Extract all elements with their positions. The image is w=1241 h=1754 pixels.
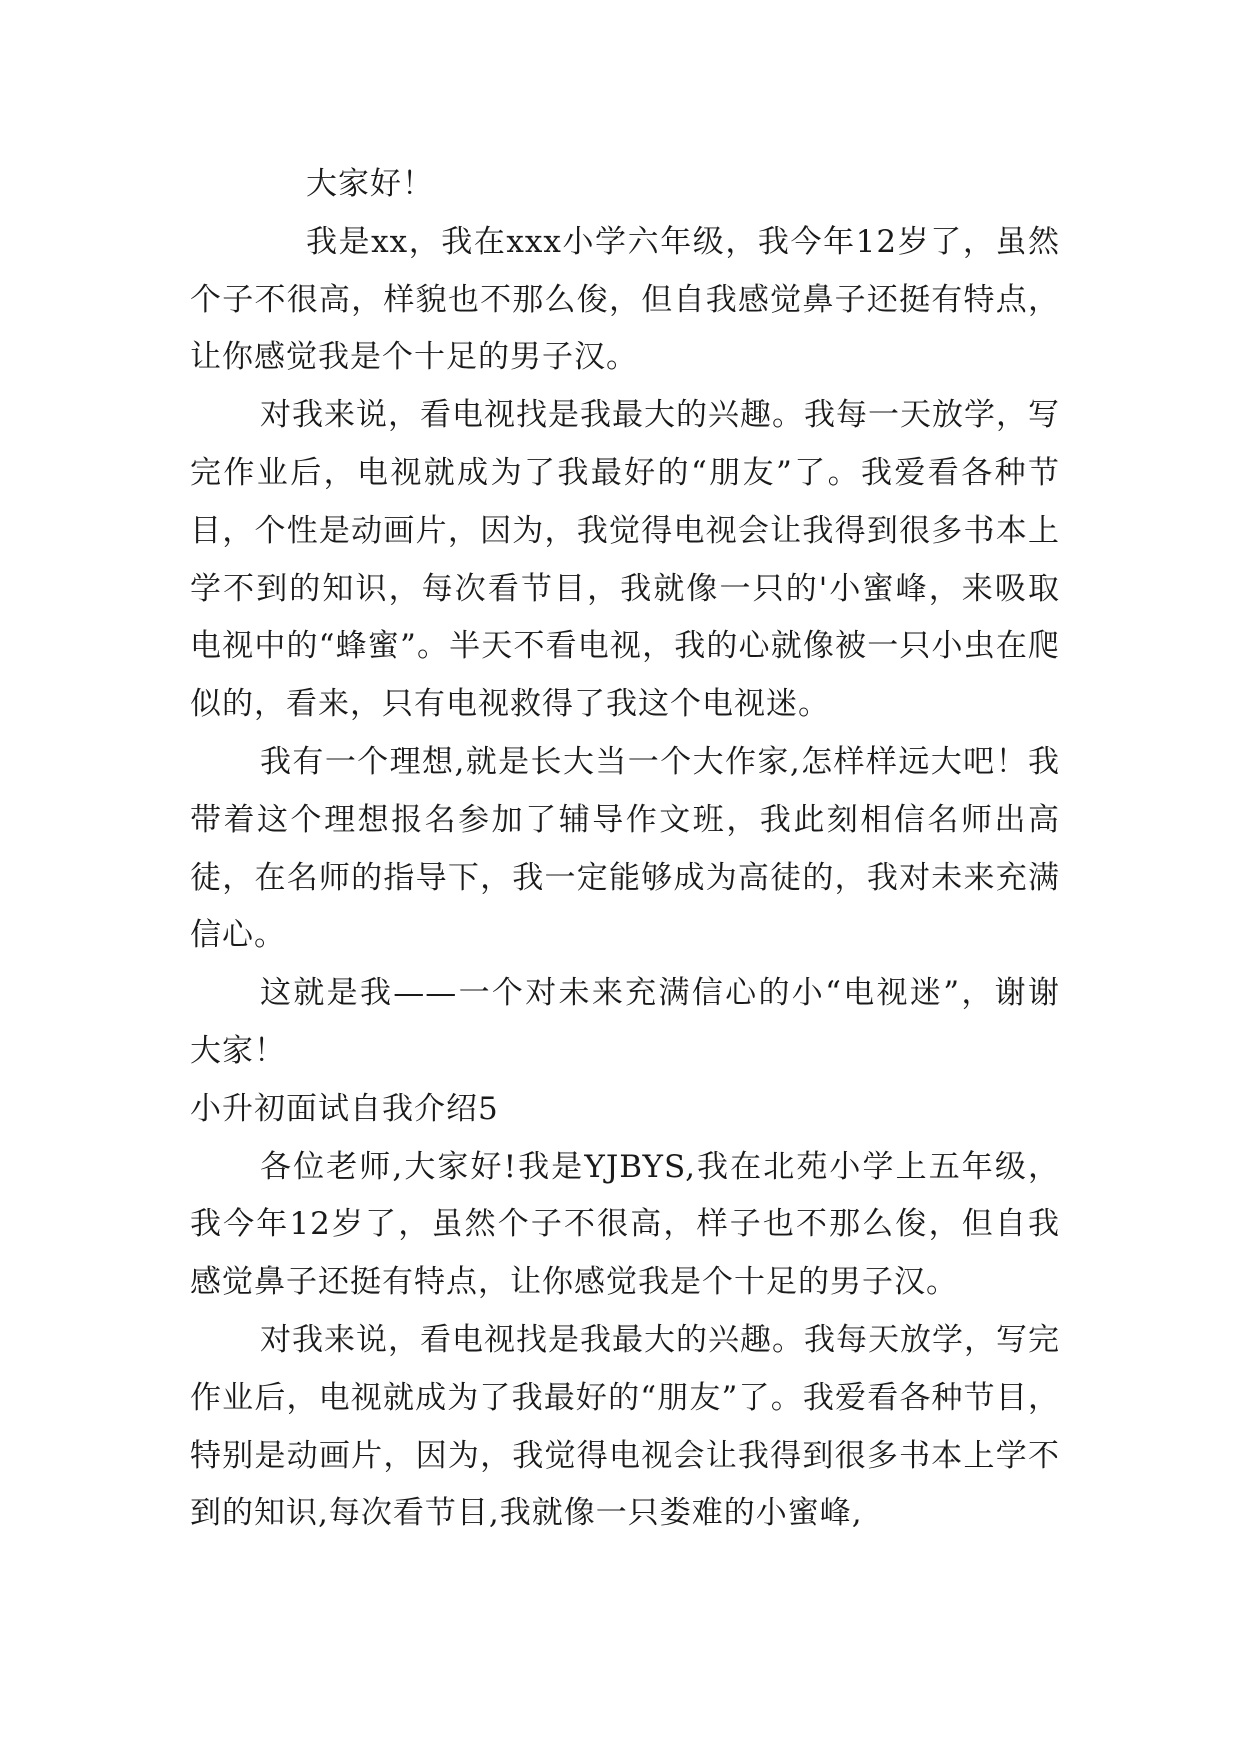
paragraph-closing: 这就是我——一个对未来充满信心的小“电视迷”，谢谢大家！ — [190, 975, 1060, 1069]
paragraph-tv-interest-2: 对我来说，看电视找是我最大的兴趣。我每天放学，写完作业后，电视就成为了我最好的“朋友”了。我爱看各种节目，特别是动画片，因为，我觉得电视会让我得到很多书本上学不到的知识,每次看节目,我就像一只娄难的小蜜峰, — [190, 1321, 1060, 1532]
paragraph-greeting: 大家好！ — [306, 166, 434, 202]
paragraph-dream: 我有一个理想,就是长大当一个大作家,怎样样远大吧！我带着这个理想报名参加了辅导作文班，我此刻相信名师出高徒，在名师的指导下，我一定能够成为高徒的，我对未来充满信心。 — [190, 743, 1060, 954]
paragraph-tv-interest: 对我来说，看电视找是我最大的兴趣。我每一天放学，写完作业后，电视就成为了我最好的“朋友”了。我爱看各种节目，个性是动画片，因为，我觉得电视会让我得到很多书本上学不到的知识，每次看节目，我就像一只的'小蜜峰，来吸取电视中的“蜂蜜”。半天不看电视，我的心就像被一只小虫在爬似的，看来，只有电视救得了我这个电视迷。 — [190, 397, 1060, 723]
paragraph-intro-2: 各位老师,大家好!我是YJBYS,我在北苑小学上五年级，我今年12岁了，虽然个子不很高，样子也不那么俊，但自我感觉鼻子还挺有特点，让你感觉我是个十足的男子汉。 — [190, 1148, 1060, 1301]
document-body — [190, 156, 1060, 1543]
paragraph-intro: 我是xx，我在xxx小学六年级，我今年12岁了，虽然个子不很高，样貌也不那么俊，但自我感觉鼻子还挺有特点，让你感觉我是个十足的男子汉。 — [190, 223, 1060, 376]
section-heading: 小升初面试自我介绍5 — [190, 1090, 499, 1127]
